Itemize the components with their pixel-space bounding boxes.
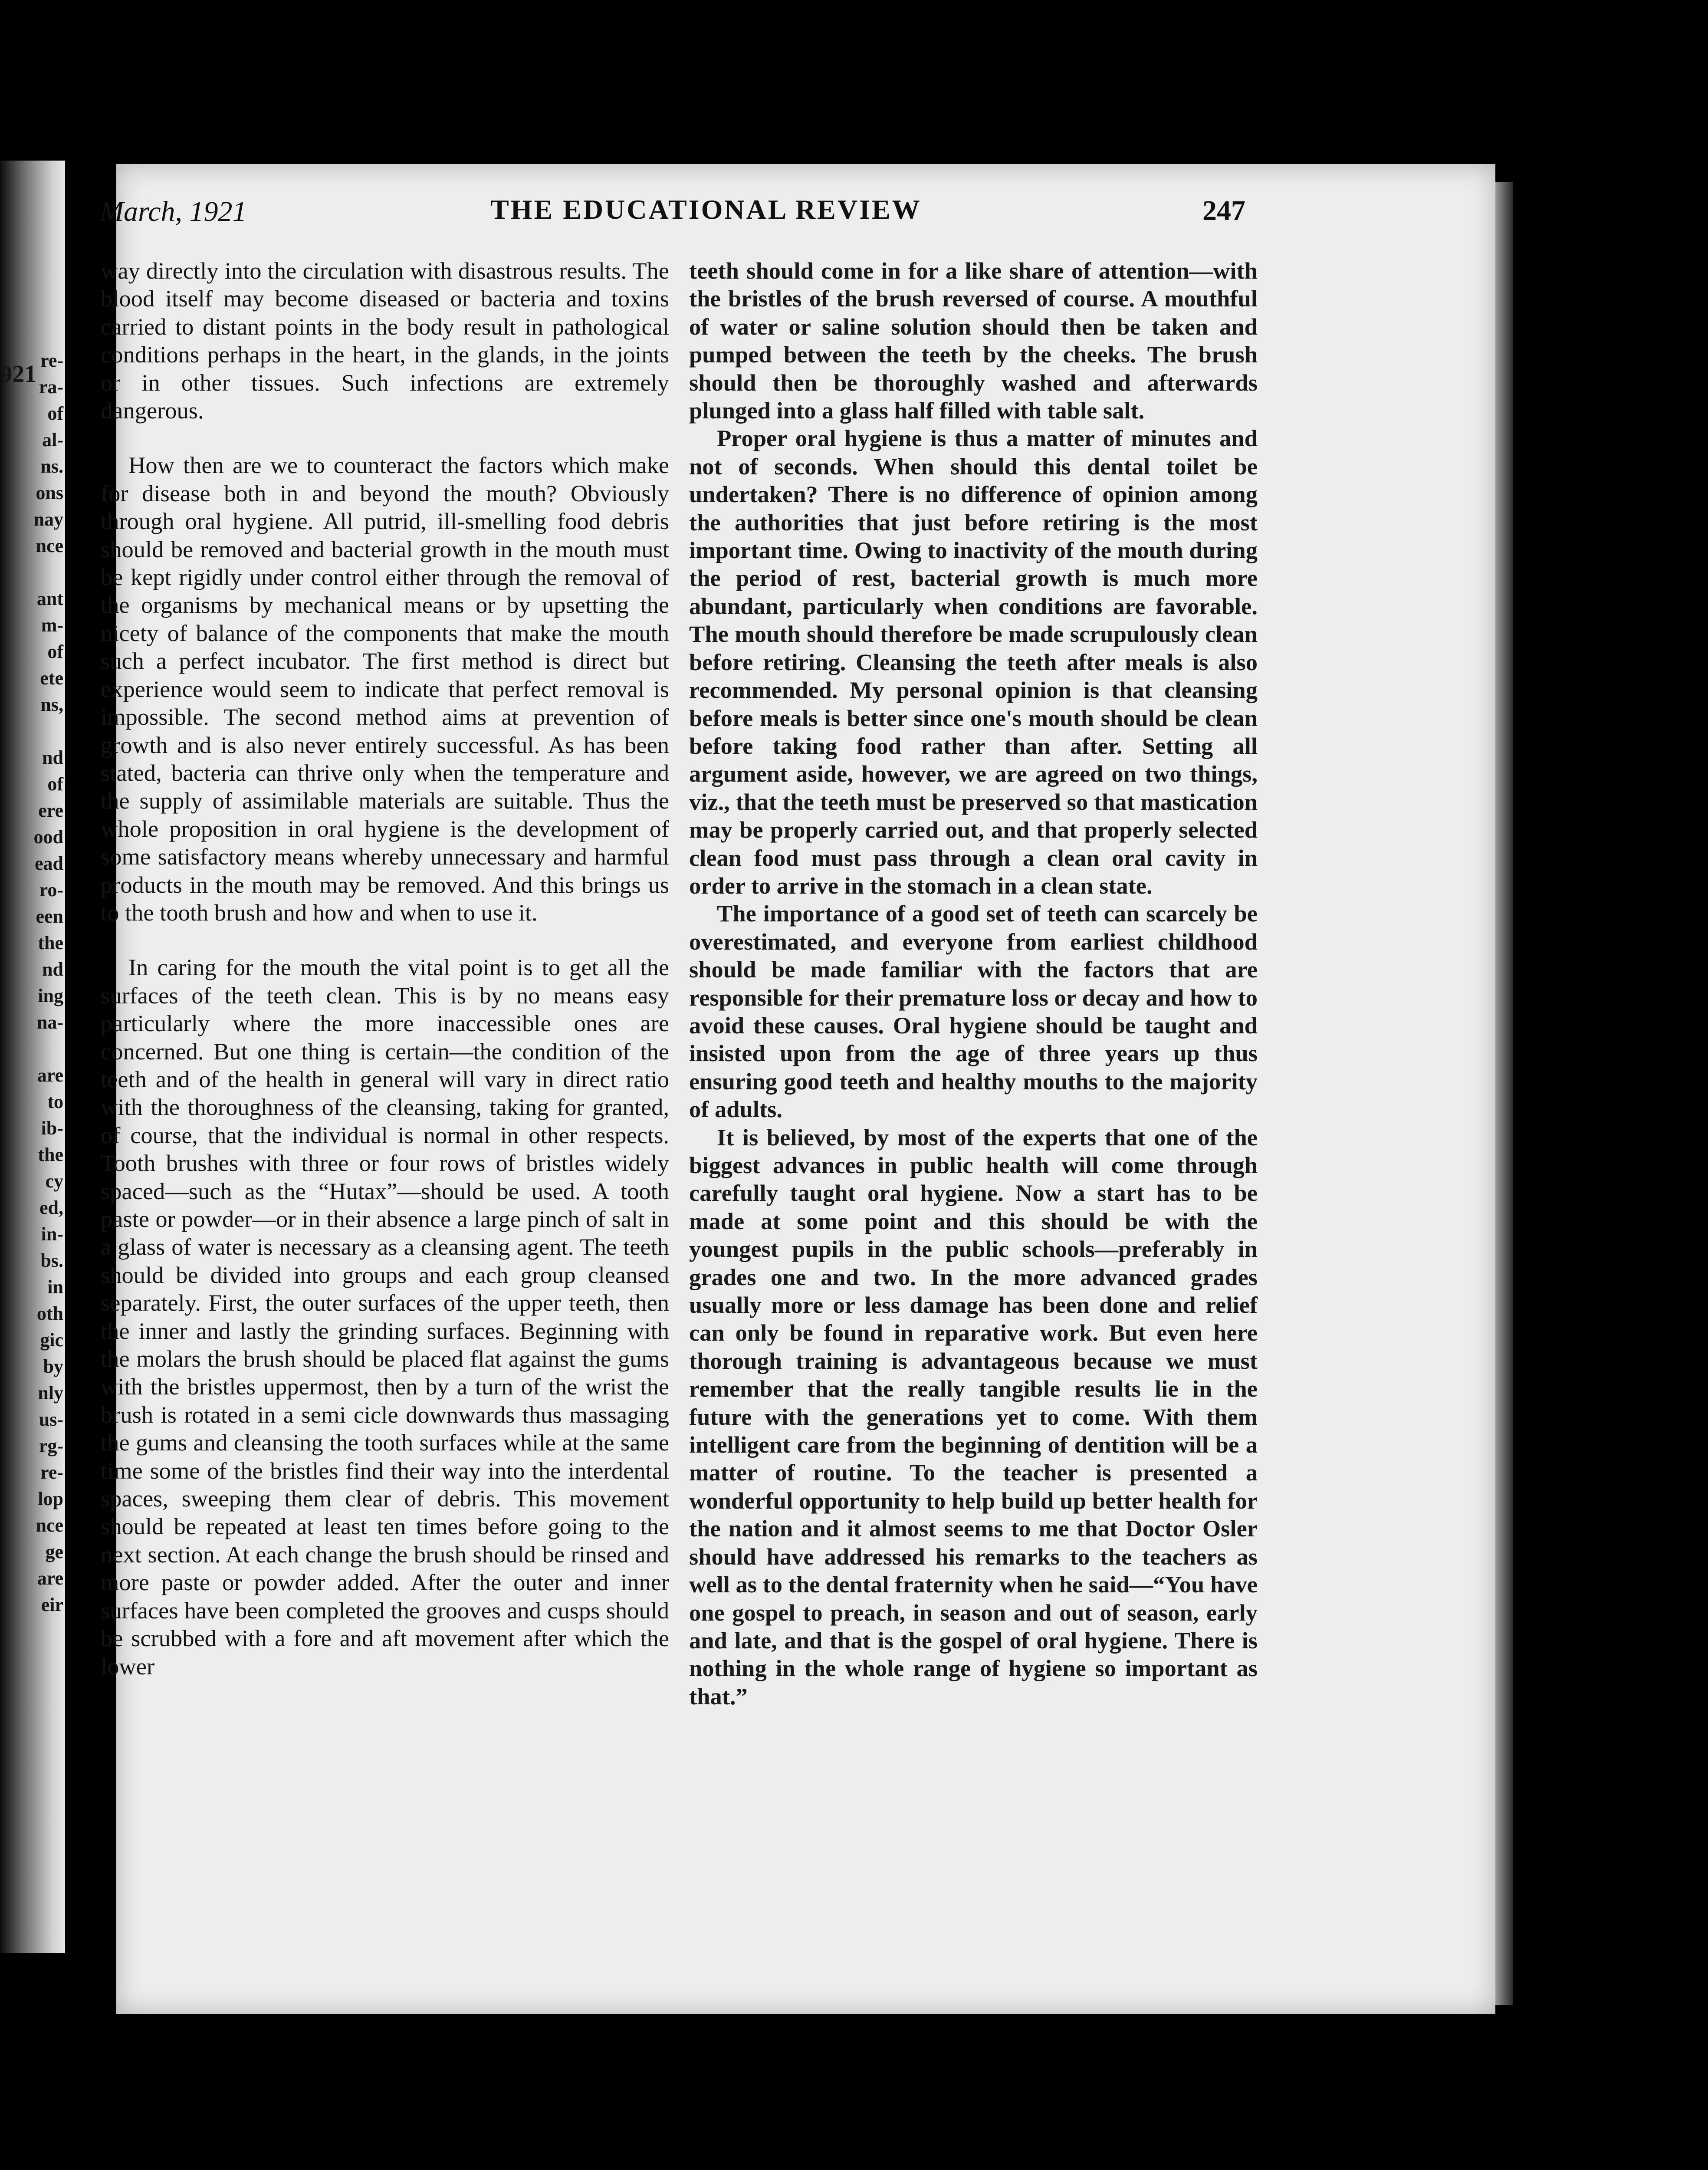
adjacent-page-fragment [3,718,63,744]
adjacent-page-fragment: gic [40,1329,63,1351]
adjacent-page-fragment: by [43,1356,63,1377]
adjacent-page-fragment: al- [42,429,63,450]
adjacent-page-fragment: the [38,1144,63,1165]
adjacent-page-fragment: eir [41,1594,63,1615]
adjacent-page-fragment [3,1036,63,1062]
adjacent-page-fragment: of [47,641,63,662]
paragraph: way directly into the circulation with disastrous results. The blood itself may become diseased or bacteria and toxins carried to distant points in the body result in pathological conditions perhaps in the heart, in the glands, in the joints or in other tissues. Such infections are extremely dangerous. [101,257,669,424]
adjacent-page-fragment: nay [33,509,63,530]
adjacent-page-fragment: nce [36,1515,63,1536]
left-text-column [101,257,669,1680]
adjacent-page-fragment: nce [36,535,63,556]
adjacent-page-fragment: are [37,1568,63,1589]
adjacent-page-fragment: nd [42,959,63,980]
adjacent-page-fragment: m- [41,615,63,636]
right-text-column [689,257,1258,1710]
adjacent-page-fragment: ing [38,985,63,1006]
adjacent-page-fragment: nly [38,1382,63,1404]
adjacent-page-fragment: ra- [39,376,63,398]
adjacent-page-fragment [3,559,63,585]
adjacent-page-header-fragment: 921 [0,361,36,388]
adjacent-page-fragment: of [47,403,63,424]
adjacent-page-fragment: na- [36,1012,63,1033]
paragraph: In caring for the mouth the vital point is to get all the surfaces of the teeth clean. This is by no means easy particularly where the more inaccessible ones are concerned. But one thing is certain—the condition of the teeth and of the health in general will vary in direct ratio with the thoroughness of the cleansing, taking for granted, of course, that the individual is normal in other respects. Tooth brushes with three or four rows of bristles widely spaced—such as the “Hutax”—should be used. A tooth paste or powder—or in their absence a large pinch of salt in a glass of water is necessary as a cleansing agent. The teeth should be divided into groups and each group cleansed separately. First, the outer surfaces of the upper teeth, then the inner and lastly the grinding surfaces. Beginning with the molars the brush should be placed flat against the gums with the bristles uppermost, then by a turn of the wrist the brush is rotated in a semi cicle downwards thus massaging the gums and cleansing the tooth surfaces while at the same time some of the bristles find their way into the interdental spaces, sweeping them clear of debris. This movement should be repeated at least ten times before going to the next section. At each change the brush should be rinsed and more paste or powder added. After the outer and inner surfaces have been completed the grooves and cusps should be scrubbed with a fore and aft movement after which the lower [101,954,669,1680]
paragraph: Proper oral hygiene is thus a matter of minutes and not of seconds. When should this dental toilet be undertaken? There is no difference of opinion among the authorities that just before retiring is the most important time. Owing to inactivity of the mouth during the period of rest, bacterial growth is much more abundant, particularly when conditions are favorable. The mouth should therefore be made scrupulously clean before retiring. Cleansing the teeth after meals is also recommended. My personal opinion is that cleansing before meals is better since one's mouth should be clean before taking food rather than after. Setting all argument aside, however, we are agreed on two things, viz., that the teeth must be preserved so that mastication may be properly carried out, and that properly selected clean food must pass through a clean oral cavity in order to arrive in the stomach in a clean state. [689,425,1258,899]
page-number: 247 [1202,195,1245,227]
adjacent-page-fragment: bs. [40,1250,63,1271]
paragraph: It is believed, by most of the experts that one of the biggest advances in public health will come through carefully taught oral hygiene. Now a start has to be made at some point and this should be with the youngest pupils in the public schools—preferably in grades one and two. In the more advanced grades usually more or less damage has been done and relief can only be found in reparative work. But even here thorough training is advantageous because we must remember that the really tangible results lie in the future with the generations yet to come. With them intelligent care from the beginning of dentition will be a matter of routine. To the teacher is presented a wonderful opportunity to help build up better health for the nation and it almost seems to me that Doctor Osler should have addressed his remarks to the teachers as well as to the dental fraternity when he said—“You have one gospel to preach, in season and out of season, early and late, and that is the gospel of oral hygiene. There is nothing in the whole range of hygiene so important as that.” [689,1124,1258,1710]
adjacent-page-fragment: re- [40,1462,63,1483]
adjacent-page-fragment: are [37,1065,63,1086]
adjacent-page-fragment: ns, [40,694,63,715]
adjacent-page-fragment: een [36,906,63,927]
adjacent-page-fragment: ant [36,588,63,609]
adjacent-page-fragment: ere [38,800,63,821]
adjacent-page-fragment: of [47,773,63,795]
adjacent-page-fragment: oth [36,1303,63,1324]
adjacent-page-fragment: ge [45,1541,63,1562]
adjacent-page-fragment: lop [38,1488,63,1509]
page-binding-edge [1495,182,1513,2005]
adjacent-page-fragment: ons [36,482,63,503]
running-header [100,191,1245,230]
paragraph: How then are we to counteract the factors which make for disease both in and beyond the mouth? Obviously through oral hygiene. All putrid, ill-smelling food debris should be removed and bacterial growth in the mouth must be kept rigidly under control either through the removal of the organisms by mechanical means or by upsetting the nicety of balance of the components that make the mouth such a perfect incubator. The first method is direct but experience would seem to indicate that perfect removal is impossible. The second method aims at prevention of growth and is also never entirely successful. As has been stated, bacteria can thrive only when the temperature and the supply of assimilable materials are suitable. Thus the whole proposition in oral hygiene is the development of some satisfactory means whereby unnecessary and harmful products in the mouth may be removed. And this brings us to the tooth brush and how and when to use it. [101,452,669,926]
adjacent-page-fragment: ete [40,667,63,689]
journal-title: THE EDUCATIONAL REVIEW [490,194,922,225]
adjacent-page-text-fragments [3,347,63,1618]
adjacent-page-fragment: re- [40,350,63,371]
adjacent-page-fragment: the [38,932,63,953]
adjacent-page-fragment: nd [42,747,63,768]
adjacent-page-fragment: in- [41,1223,63,1245]
adjacent-page-fragment: ood [33,826,63,848]
adjacent-page-fragment: to [47,1091,63,1112]
adjacent-page-fragment: rg- [39,1435,63,1457]
adjacent-page-fragment: ib- [41,1118,63,1139]
issue-date: March, 1921 [100,196,247,227]
adjacent-page-edge [0,161,65,1953]
adjacent-page-fragment: cy [45,1170,63,1192]
adjacent-page-fragment: ro- [39,879,63,901]
adjacent-page-fragment: in [47,1276,63,1298]
paragraph: teeth should come in for a like share of attention—with the bristles of the brush reversed of course. A mouthful of water or saline solution should then be taken and pumped between the teeth by the cheeks. The brush should then be thoroughly washed and afterwards plunged into a glass half filled with table salt. [689,257,1258,424]
adjacent-page-fragment: ed, [39,1197,63,1218]
adjacent-page-fragment: ead [35,853,63,874]
adjacent-page-fragment: us- [39,1409,63,1430]
paragraph: The importance of a good set of teeth can scarcely be overestimated, and everyone from earliest childhood should be made familiar with the factors that are responsible for their premature loss or decay and how to avoid these causes. Oral hygiene should be taught and insisted upon from the age of three years up thus ensuring good teeth and healthy mouths to the majority of adults. [689,900,1258,1123]
adjacent-page-fragment: ns. [40,456,63,477]
